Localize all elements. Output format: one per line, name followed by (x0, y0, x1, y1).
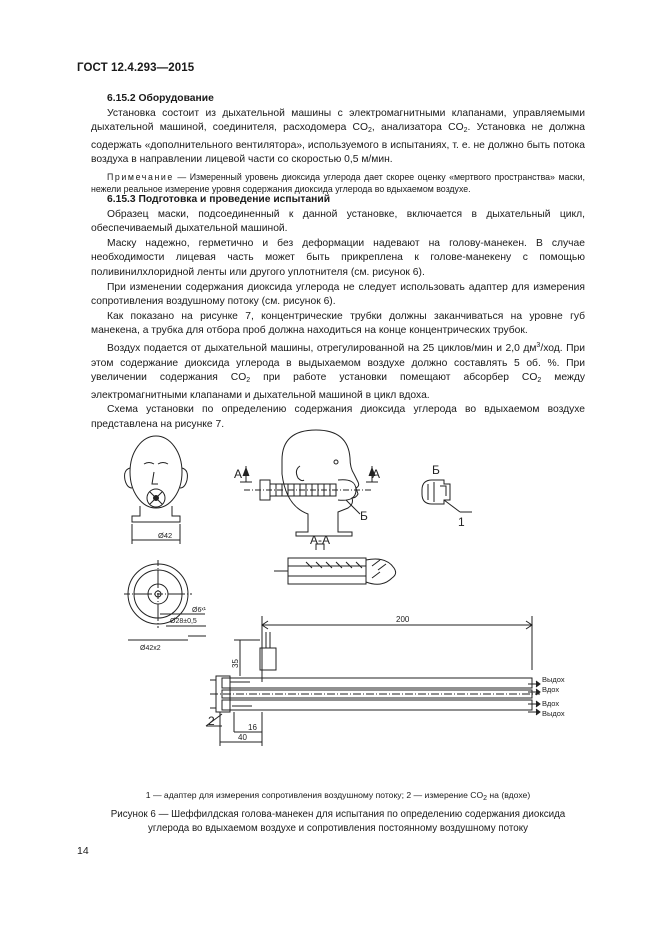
label-vdoh-2: Вдох (542, 699, 560, 708)
page-number: 14 (77, 845, 89, 857)
section-A-A (274, 544, 396, 584)
label-1: 1 (458, 515, 465, 529)
figure-caption: Рисунок 6 — Шеффилдская голова-манекен для испытания по определению содержания диоксида углерода во вдыхаемом воздухе и сопротивления постоянному воздушному потоку (110, 809, 566, 834)
label-A-right: А (372, 467, 381, 481)
note: Примечание — Измеренный уровень диоксида углерода дает скорее оценку «мертвого пространства» маски, нежели реальное измерение уровня содержания диоксида углерода во вдыхаемом воздухе. (91, 171, 585, 195)
label-vydoh-2: Выдох (542, 709, 565, 718)
label-B-view: Б (432, 463, 440, 477)
view-B-detail (422, 480, 472, 512)
section-title-equipment: 6.15.2 Оборудование (107, 93, 214, 104)
dim-d42x2: Ø42x2 (140, 645, 161, 652)
head-front-view (125, 436, 188, 544)
section-6-15-3 (91, 193, 585, 433)
dim-d28: Ø28±0,5 (170, 618, 197, 625)
dim-d6: Ø6ˣ¹ (192, 607, 206, 614)
section-title-testing: 6.15.3 Подготовка и проведение испытаний (107, 194, 331, 205)
label-A-left: А (234, 467, 243, 481)
dim-d42: Ø42 (158, 531, 173, 540)
figure-legend: 1 — адаптер для измерения сопротивления воздушному потоку; 2 — измерение $CO_2$ на (вдохе) (145, 790, 531, 802)
dim-35: 35 (231, 659, 240, 668)
paragraph-4: Как показано на рисунке 7, концентрические трубки должны заканчиваться на уровне губ манекена, а трубка для отбора проб должна находиться на конце концентрических трубок. (91, 310, 585, 337)
paragraph-5: Воздух подается от дыхательной машины, отрегулированной на 25 циклов/мин и 2,0 $дм^3$/ход. При этом содержание диоксида углерода в выдыхаемом воздухе должно составлять 5 об. %. При увеличении содержания $CO_2$ при работе установки помещают абсорбер $CO_2$ между электромагнитными клапанами и дыхательной машиной в цикл вдоха. (91, 341, 585, 401)
dim-40: 40 (238, 733, 247, 742)
section-label: А-А (310, 533, 331, 547)
dim-200: 200 (396, 615, 410, 624)
label-B-mark: Б (360, 509, 368, 523)
head-side-view (240, 430, 381, 536)
paragraph-2: Маску надежно, герметично и без деформации надевают на голову-манекен. В случае необходимости лицевая часть может быть прикреплена к голове-манекену с помощью поливинилхлоридной ленты или другого уплотнителя (см. рисунок 6). (91, 237, 585, 278)
label-vdoh-1: Вдох (542, 685, 560, 694)
equipment-paragraph: Установка состоит из дыхательной машины с электромагнитными клапанами, управляемыми дыхательной машиной, соединителя, расходомера $CO_2$, анализатора $CO_2$. Установка не должна содержать «дополнительного вентилятора», используемого в испытаниях, т. е. не должно быть потока воздуха в направлении лицевой части со скоростью 0,5 м/мин. (91, 107, 585, 166)
section-6-15-2 (91, 92, 585, 196)
label-vydoh-1: Выдох (542, 675, 565, 684)
paragraph-3: При изменении содержания диоксида углерода не следует использовать адаптер для измерения сопротивления воздушному потоку (см. рисунок 6). (91, 281, 585, 308)
paragraph-6: Схема установки по определению содержания диоксида углерода во вдыхаемом воздухе представлена на рисунке 7. (91, 404, 585, 430)
figure-6-drawing (110, 420, 570, 780)
paragraph-1: Образец маски, подсоединенный к данной установке, включается в дыхательный цикл, обеспечиваемый дыхательной машиной. (91, 208, 585, 235)
label-2: 2 (208, 714, 215, 728)
document-header: ГОСТ 12.4.293—2015 (77, 62, 195, 74)
adapter-top-view (124, 560, 206, 640)
dim-16: 16 (248, 723, 257, 732)
